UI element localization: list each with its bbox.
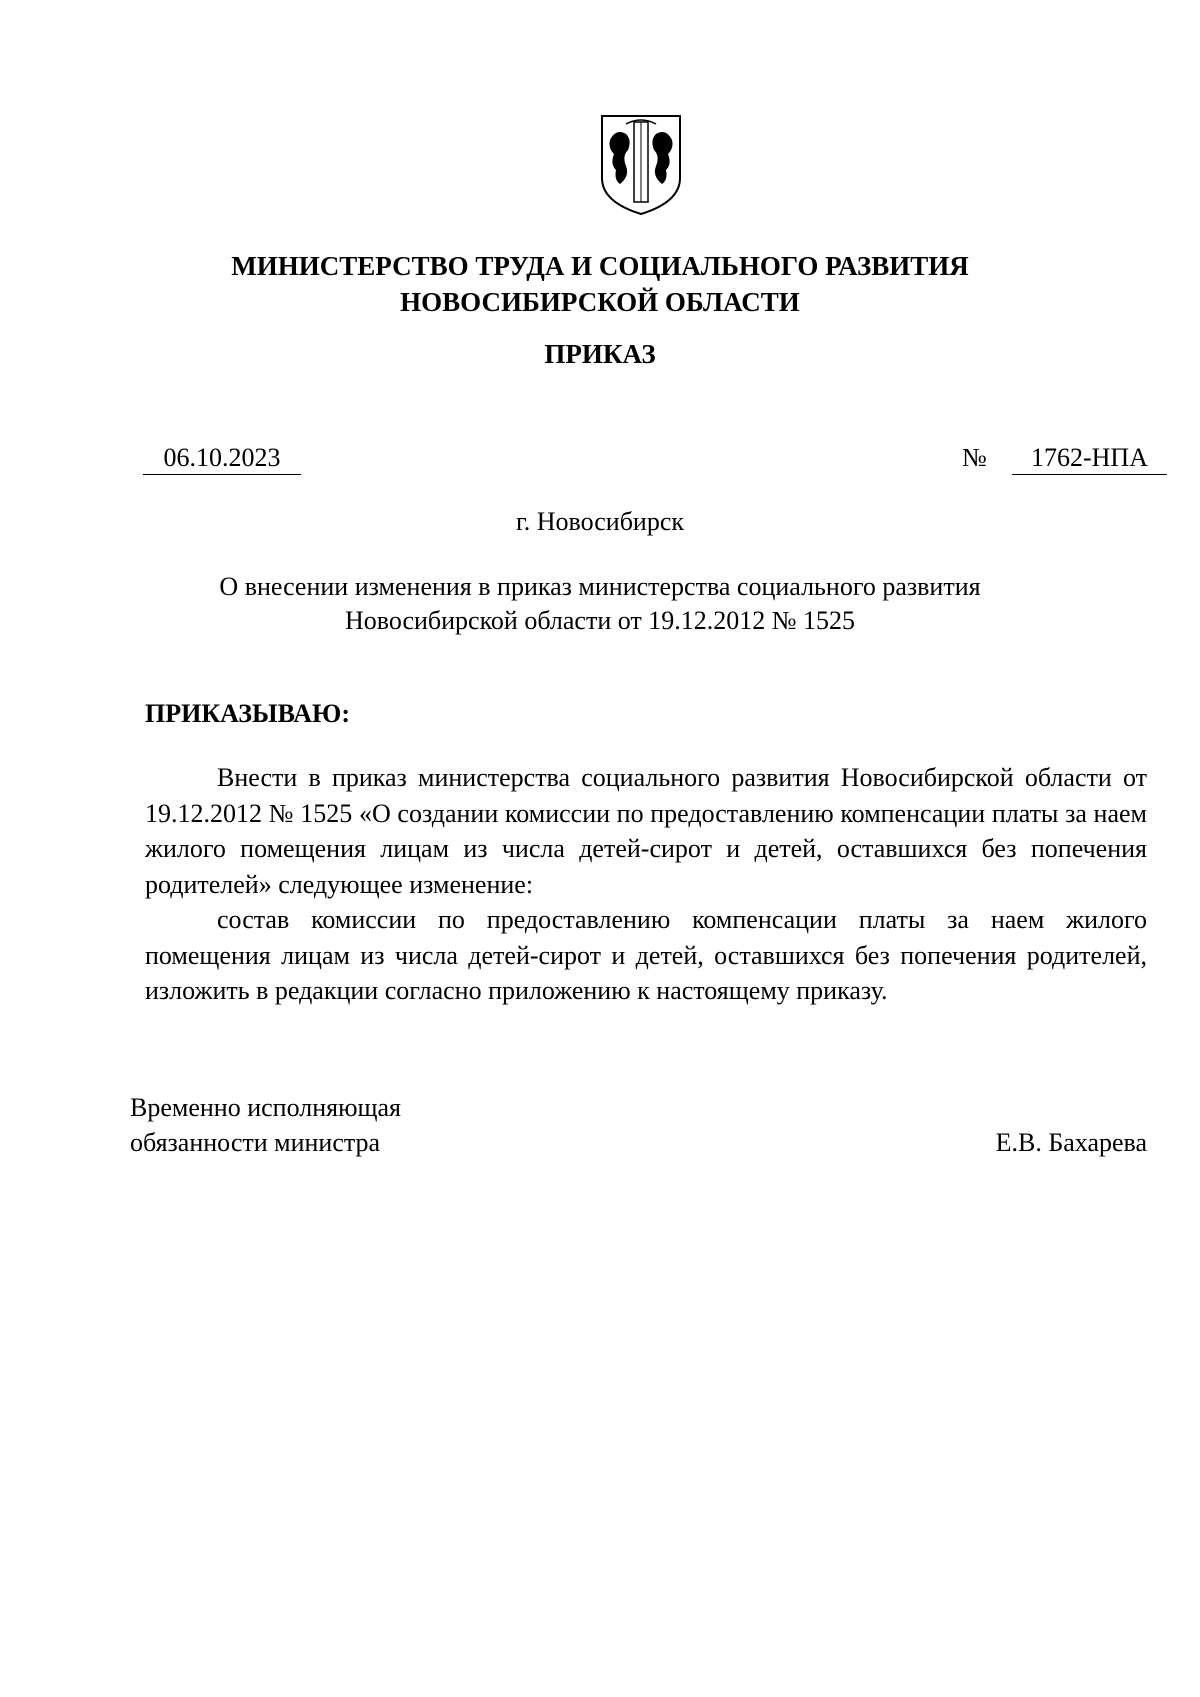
org-name-line1: МИНИСТЕРСТВО ТРУДА И СОЦИАЛЬНОГО РАЗВИТИЯ	[231, 251, 969, 281]
signatory-position	[130, 1090, 401, 1160]
number-label: №	[962, 443, 987, 472]
signatory-name: Е.В. Бахарева	[995, 1128, 1147, 1157]
position-line1: Временно исполняющая	[130, 1093, 402, 1122]
order-heading: ПРИКАЗЫВАЮ:	[145, 699, 350, 728]
subject-line1: О внесении изменения в приказ министерства социального развития	[219, 572, 981, 601]
org-name-line2: НОВОСИБИРСКОЙ ОБЛАСТИ	[400, 287, 800, 317]
document-type: ПРИКАЗ	[544, 339, 656, 369]
order-paragraph-1: Внести в приказ министерства социального развития Новосибирской области от 19.12.2012 № 1525 «О создании комиссии по предоставлению компенсации платы за наем жилого помещения лицам из числа детей-сирот и детей, оставшихся без попечения родителей» следующее изменение:	[145, 763, 1147, 899]
document-subject	[160, 570, 1040, 638]
order-body	[145, 760, 1147, 1009]
city: г. Новосибирск	[515, 507, 685, 536]
subject-line2: Новосибирской области от 19.12.2012 № 1525	[344, 606, 856, 635]
coat-of-arms-icon	[596, 110, 686, 220]
position-line2: обязанности министра	[130, 1128, 381, 1157]
document-number: 1762-НПА	[1012, 442, 1167, 475]
order-paragraph-2: состав комиссии по предоставлению компенсации платы за наем жилого помещения лицам из числа детей-сирот и детей, оставшихся без попечения родителей, изложить в редакции согласно приложению к настоящему приказу.	[145, 905, 1147, 1005]
document-date: 06.10.2023	[143, 442, 301, 475]
